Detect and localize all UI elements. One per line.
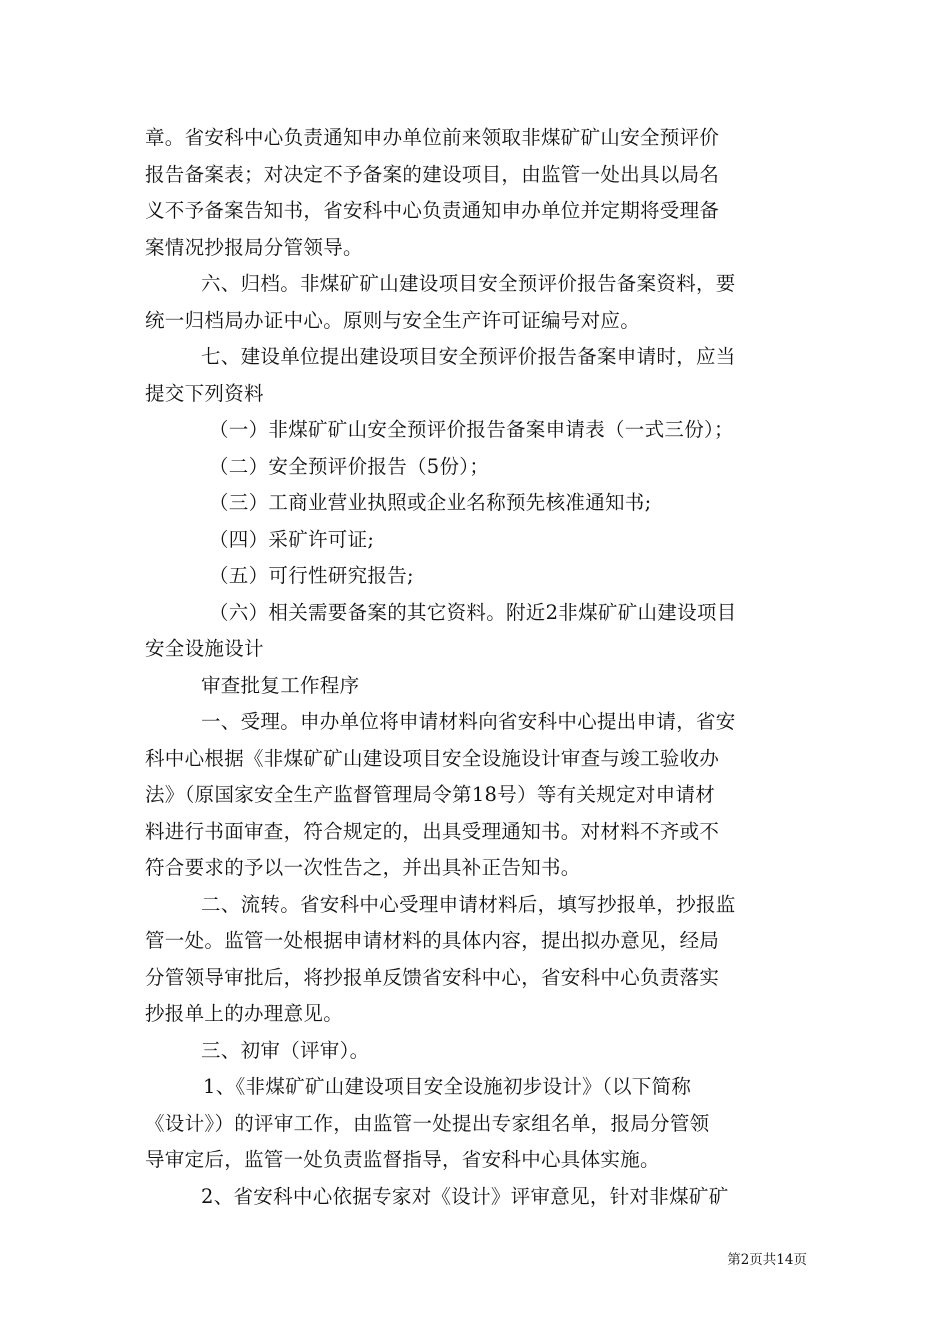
text-line: 安全设施设计 (145, 637, 264, 660)
text-line: 提交下列资料 (145, 381, 264, 405)
list-item: （三）工商业营业执照或企业名称预先核准通知书; (209, 491, 652, 514)
text-line: 管一处。监管一处根据申请材料的具体内容，提出拟办意见，经局 (145, 929, 720, 952)
list-item: （五）可行性研究报告; (209, 564, 414, 587)
text-line: 二、流转。省安科中心受理申请材料后，填写抄报单，抄报监 (201, 892, 736, 916)
list-item: （二）安全预评价报告（5份）； (209, 454, 490, 478)
document-body (145, 120, 807, 1215)
text-line: 案情况抄报局分管领导。 (145, 235, 363, 259)
text-line: 义不予备案告知书，省安科中心负责通知申办单位并定期将受理备 (145, 199, 720, 222)
text-line: 六、归档。非煤矿矿山建设项目安全预评价报告备案资料，要 (201, 272, 736, 295)
text-line: 抄报单上的办理意见。 (145, 1002, 344, 1025)
text-line: 1、《非煤矿矿山建设项目安全设施初步设计》（以下简称 (203, 1075, 692, 1098)
list-item: （四）采矿许可证; (209, 527, 375, 551)
list-item: （一）非煤矿矿山安全预评价报告备案申请表（一式三份）； (209, 418, 734, 441)
list-item: （六）相关需要备案的其它资料。附近2非煤矿矿山建设项目 (209, 600, 737, 624)
text-line: 科中心根据《非煤矿矿山建设项目安全设施设计审查与竣工验收办 (145, 746, 720, 770)
text-line: 分管领导审批后，将抄报单反馈省安科中心，省安科中心负责落实 (145, 965, 720, 989)
text-line: 《设计》）的评审工作，由监管一处提出专家组名单，报局分管领 (145, 1111, 710, 1135)
text-line: 法》（原国家安全生产监督管理局令第18号）等有关规定对申请材 (145, 783, 716, 806)
text-line: 三、初审（评审）。 (201, 1038, 370, 1062)
text-line: 一、受理。申办单位将申请材料向省安科中心提出申请，省安 (201, 710, 736, 733)
text-line: 报告备案表；对决定不予备案的建设项目，由监管一处出具以局名 (145, 162, 720, 186)
text-line: 导审定后，监管一处负责监督指导，省安科中心具体实施。 (145, 1148, 660, 1171)
text-line: 统一归档局办证中心。原则与安全生产许可证编号对应。 (145, 308, 641, 332)
text-line: 2、省安科中心依据专家对《设计》评审意见，针对非煤矿矿 (201, 1184, 729, 1208)
page-number: 第2页共14页 (727, 1252, 807, 1268)
text-line: 章。省安科中心负责通知申办单位前来领取非煤矿矿山安全预评价 (145, 126, 720, 149)
text-line: 符合要求的予以一次性告之，并出具补正告知书。 (145, 856, 581, 879)
text-line: 料进行书面审查，符合规定的，出具受理通知书。对材料不齐或不 (145, 819, 720, 843)
text-line: 七、建设单位提出建设项目安全预评价报告备案申请时，应当 (201, 345, 736, 368)
section-heading: 审查批复工作程序 (201, 673, 360, 697)
